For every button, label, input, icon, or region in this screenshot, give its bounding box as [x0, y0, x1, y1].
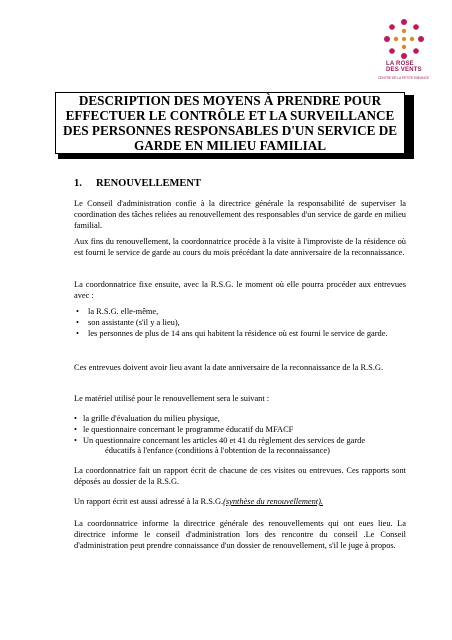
paragraph-8: La coordonnatrice informe la directrice générale des renouvellements qui ont eues lieu. La directrice informe le conseil d'administration lors des rencontre du conseil .Le Conseil d'administration peut prendre connaissance d'un dossier de renouvellement, s'il le juge à propos. [74, 519, 406, 550]
list-item-continuation: éducatifs à l'enfance (conditions à l'obtention de la reconnaissance) [105, 446, 330, 456]
bullet: • [74, 424, 77, 434]
logo-text-line1: LA ROSE [386, 61, 414, 67]
synthesis-note: (synthèse du renouvellement). [223, 497, 324, 506]
list-item: • son assistante (s'il y a lieu), [76, 317, 180, 327]
paragraph-5: Le matériel utilisé pour le renouvellement sera le suivant : [74, 394, 270, 403]
paragraph-3: La coordonnatrice fixe ensuite, avec la R.S.G. le moment où elle pourra procéder aux entrevues avec : [74, 280, 406, 300]
list-item: • la grille d'évaluation du milieu physique, [74, 414, 220, 423]
interview-list [74, 307, 406, 339]
bullet: • [74, 414, 77, 423]
bullet: • [74, 435, 77, 445]
paragraph-1: Le Conseil d'administration confie à la directrice générale la responsabilité de superviser la coordination des tâches reliées au renouvellement des responsables d'un service de garde en milieu familial. [74, 199, 406, 230]
list-item: • le questionnaire concernant le programme éducatif du MFACF [74, 424, 294, 434]
list-item: • la R.S.G. elle-même, [76, 307, 159, 316]
bullet: • [76, 317, 79, 327]
paragraph-6: La coordonnatrice fait un rapport écrit de chacune de ces visites ou entrevues. Ces rapports sont déposés au dossier de la R.S.G. [74, 466, 406, 486]
logo-subtitle: CENTRE DE LA PETITE ENFANCE [378, 76, 430, 80]
section-title: RENOUVELLEMENT [96, 178, 202, 189]
bullet: • [76, 307, 79, 316]
list-item: • les personnes de plus de 14 ans qui habitent la résidence où est fourni le service de garde. [76, 328, 388, 338]
document-title: DESCRIPTION DES MOYENS À PRENDRE POUR EFFECTUER LE CONTRÔLE ET LA SURVEILLANCE DES PERSONNES RESPONSABLES D'UN SERVICE DE GARDE EN MILIEU FAMILIAL [62, 93, 398, 153]
paragraph-7: Un rapport écrit est aussi adressé à la R.S.G.(synthèse du renouvellement). [74, 497, 324, 506]
material-list [74, 414, 406, 457]
section-heading [74, 178, 201, 189]
logo-text-line2: DES VENTS [386, 67, 422, 73]
list-item: • Un questionnaire concernant les articles 40 et 41 du règlement des services de garde éducatifs à l'enfance (conditions à l'obtention de la reconnaissance) [74, 436, 406, 458]
paragraph-2: Aux fins du renouvellement, la coordonnatrice procède à la visite à l'improviste de la résidence où est fourni le service de garde au cours du mois précédant la date anniversaire de la reconnaissance. [74, 237, 406, 257]
section-number: 1. [74, 178, 82, 189]
rose-compass-icon [382, 18, 426, 60]
logo [376, 18, 432, 78]
paragraph-4: Ces entrevues doivent avoir lieu avant la date anniversaire de la reconnaissance de la R.S.G. [74, 363, 384, 372]
bullet: • [76, 328, 79, 338]
title-box [55, 92, 405, 154]
